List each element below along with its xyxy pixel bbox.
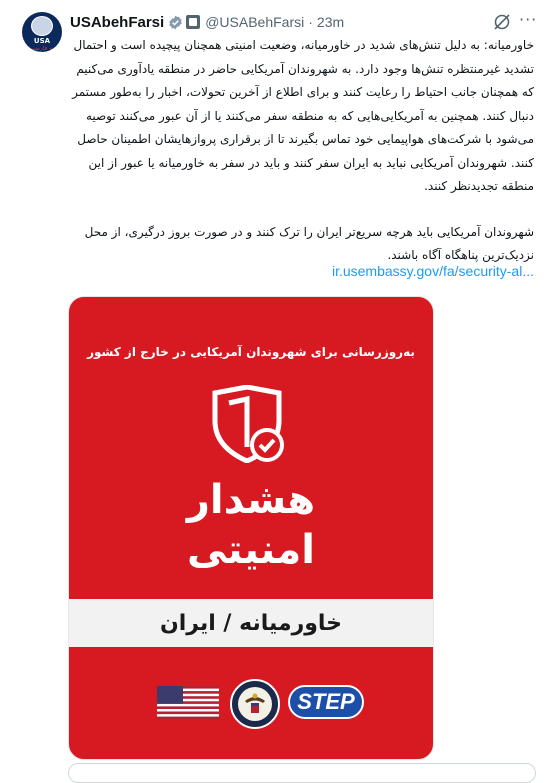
state-department-seal-icon: [230, 679, 280, 729]
tweet-link[interactable]: ir.usembassy.gov/fa/security-al...: [331, 263, 534, 279]
media-image[interactable]: [68, 296, 434, 760]
display-name[interactable]: USAbehFarsi: [70, 13, 165, 31]
tweet-paragraph-1: خاورمیانه: به دلیل تنش‌های شدید در خاورمیانه، وضعیت امنیتی همچنان پیچیده است و احتمال تشدید غیرمنتظره تنش‌ها وجود دارد. به شهروندان آمریکایی حاضر در منطقه یادآوری می‌کنیم که همچنان جانب احتیاط را رعایت کنند و برای اطلاع از آخرین تحولات، اخبار را به‌طور مستمر دنبال کنند. همچنین به آمریکایی‌هایی که به منطقه سفر می‌کنند یا از آن عبور می‌کنند توصیه می‌شود با شرکت‌های هواپیمایی خود تماس بگیرند تا از برقراری پروازهایشان اطمینان حاصل کنند. شهروندان آمریکایی نباید به ایران سفر کنند و باید در سفر به خاورمیانه یا عبور از این منطقه تجدیدنظر کنند.: [72, 38, 534, 193]
card-header: به‌روزرسانی برای شهروندان آمریکایی در خارج از کشور: [87, 345, 415, 359]
tweet-header: [70, 12, 344, 32]
timestamp[interactable]: 23m: [316, 14, 345, 30]
card-title-line-1: هشدار: [186, 477, 316, 523]
tweet-text: [70, 34, 534, 268]
step-logo: STEP: [288, 685, 364, 719]
shield-check-icon: [207, 385, 287, 463]
tweet-paragraph-2: شهروندان آمریکایی باید هرچه سریع‌تر ایران را ترک کنند و در صورت بروز درگیری، از محل نزدیک‌ترین پناهگاه آگاه باشند.: [84, 224, 534, 262]
card-title: [69, 475, 433, 575]
avatar-seal: [31, 16, 53, 36]
more-icon[interactable]: ···: [519, 10, 538, 29]
verified-badge-icon[interactable]: [168, 15, 183, 30]
government-affiliation-icon[interactable]: [186, 15, 200, 29]
user-handle[interactable]: @USABehFarsi: [205, 14, 305, 30]
separator-dot: ·: [308, 14, 313, 30]
next-card-edge: [68, 763, 536, 783]
card-region-band: خاورمیانه / ایران: [69, 599, 433, 647]
avatar-text: USA: [33, 37, 51, 45]
avatar[interactable]: [22, 12, 62, 52]
avatar-subtext: به فارسی: [29, 45, 55, 52]
us-flag-icon: [157, 686, 219, 719]
grok-icon[interactable]: [492, 12, 512, 32]
card-title-line-2: امنیتی: [187, 527, 315, 573]
